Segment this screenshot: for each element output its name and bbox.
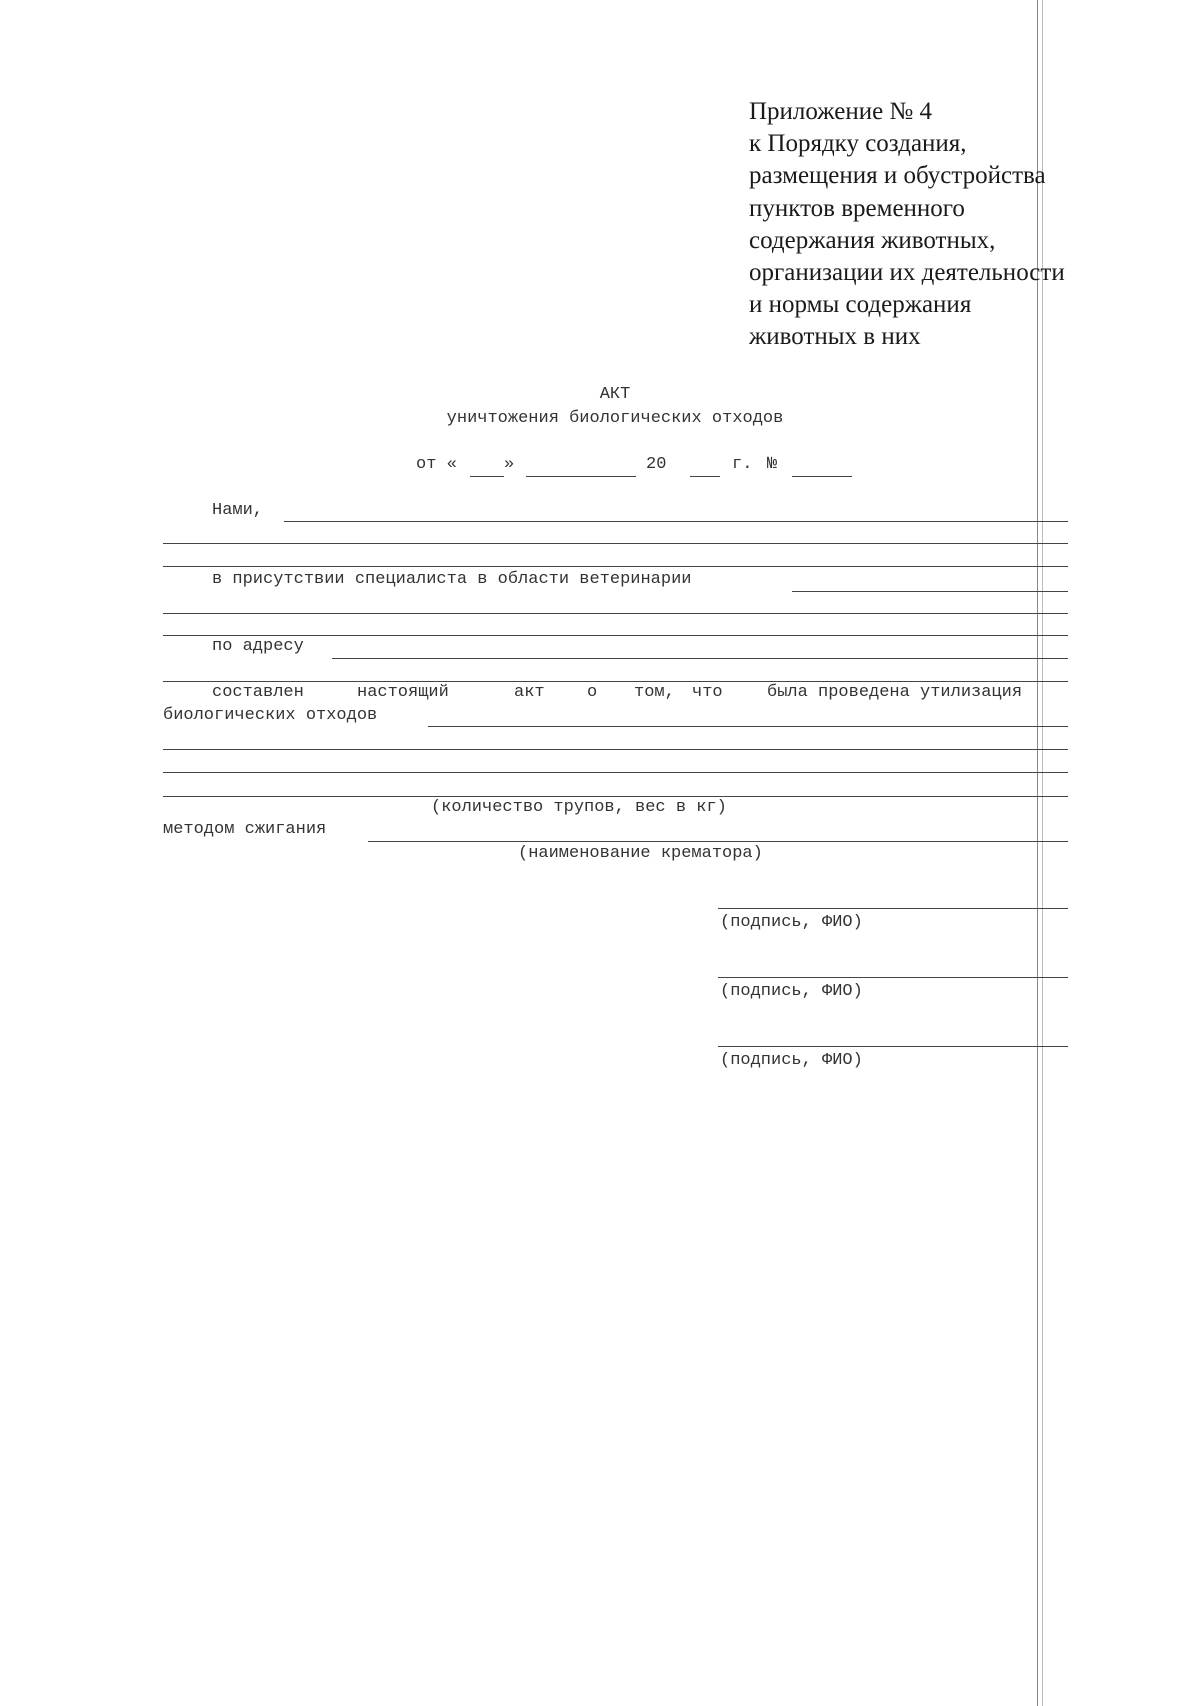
act-subtitle: уничтожения биологических отходов bbox=[446, 409, 784, 428]
drawn-up-word: что bbox=[692, 683, 723, 702]
appendix-line: содержания животных, bbox=[749, 226, 996, 254]
drawn-up-word: была проведена утилизация bbox=[767, 683, 1023, 702]
in-presence-label: в присутствии специалиста в области ветеринарии bbox=[212, 570, 692, 589]
act-title: АКТ bbox=[599, 385, 631, 404]
method-label: методом сжигания bbox=[163, 820, 327, 839]
date-from-label: от « bbox=[416, 455, 457, 474]
appendix-header bbox=[749, 96, 1149, 354]
drawn-up-word: настоящий bbox=[357, 683, 449, 702]
appendix-line: размещения и обустройства bbox=[749, 162, 1046, 190]
appendix-line: и нормы содержания bbox=[749, 291, 972, 319]
signature-caption: (подпись, ФИО) bbox=[720, 1051, 863, 1070]
drawn-up-word: том, bbox=[634, 683, 675, 702]
bio-waste-label: биологических отходов bbox=[163, 706, 378, 725]
by-us-label: Нами, bbox=[212, 501, 264, 520]
drawn-up-word: о bbox=[587, 683, 598, 702]
bio-waste-line bbox=[428, 726, 1068, 727]
blank-line bbox=[163, 749, 1068, 750]
blank-line bbox=[163, 635, 1068, 636]
number-blank bbox=[792, 476, 852, 477]
day-blank bbox=[470, 476, 504, 477]
method-line bbox=[368, 841, 1068, 842]
signature-line bbox=[718, 908, 1068, 909]
number-sign: № bbox=[767, 455, 778, 474]
year-suffix: г. bbox=[732, 455, 753, 474]
month-blank bbox=[526, 476, 636, 477]
appendix-line: животных в них bbox=[749, 323, 921, 351]
appendix-line: организации их деятельности bbox=[749, 259, 1065, 287]
blank-line bbox=[163, 796, 1068, 797]
appendix-line: Приложение № 4 bbox=[749, 98, 933, 125]
blank-line bbox=[163, 772, 1068, 773]
date-quote-close: » bbox=[504, 455, 515, 474]
signature-caption: (подпись, ФИО) bbox=[720, 982, 863, 1001]
signature-caption: (подпись, ФИО) bbox=[720, 913, 863, 932]
year-prefix: 20 bbox=[646, 455, 667, 474]
drawn-up-word: составлен bbox=[212, 683, 304, 702]
by-us-line bbox=[284, 521, 1068, 522]
blank-line bbox=[163, 566, 1068, 567]
blank-line bbox=[163, 681, 1068, 682]
blank-line bbox=[163, 543, 1068, 544]
address-label: по адресу bbox=[212, 637, 304, 656]
appendix-line: к Порядку создания, bbox=[749, 130, 967, 158]
signature-line bbox=[718, 1046, 1068, 1047]
drawn-up-word: акт bbox=[514, 683, 545, 702]
crematorium-caption: (наименование крематора) bbox=[518, 844, 763, 863]
blank-line bbox=[163, 613, 1068, 614]
appendix-line: пунктов временного bbox=[749, 194, 965, 222]
address-line bbox=[332, 658, 1068, 659]
vet-specialist-line bbox=[792, 591, 1068, 592]
signature-line bbox=[718, 977, 1068, 978]
year-blank bbox=[690, 476, 720, 477]
quantity-caption: (количество трупов, вес в кг) bbox=[431, 798, 727, 817]
